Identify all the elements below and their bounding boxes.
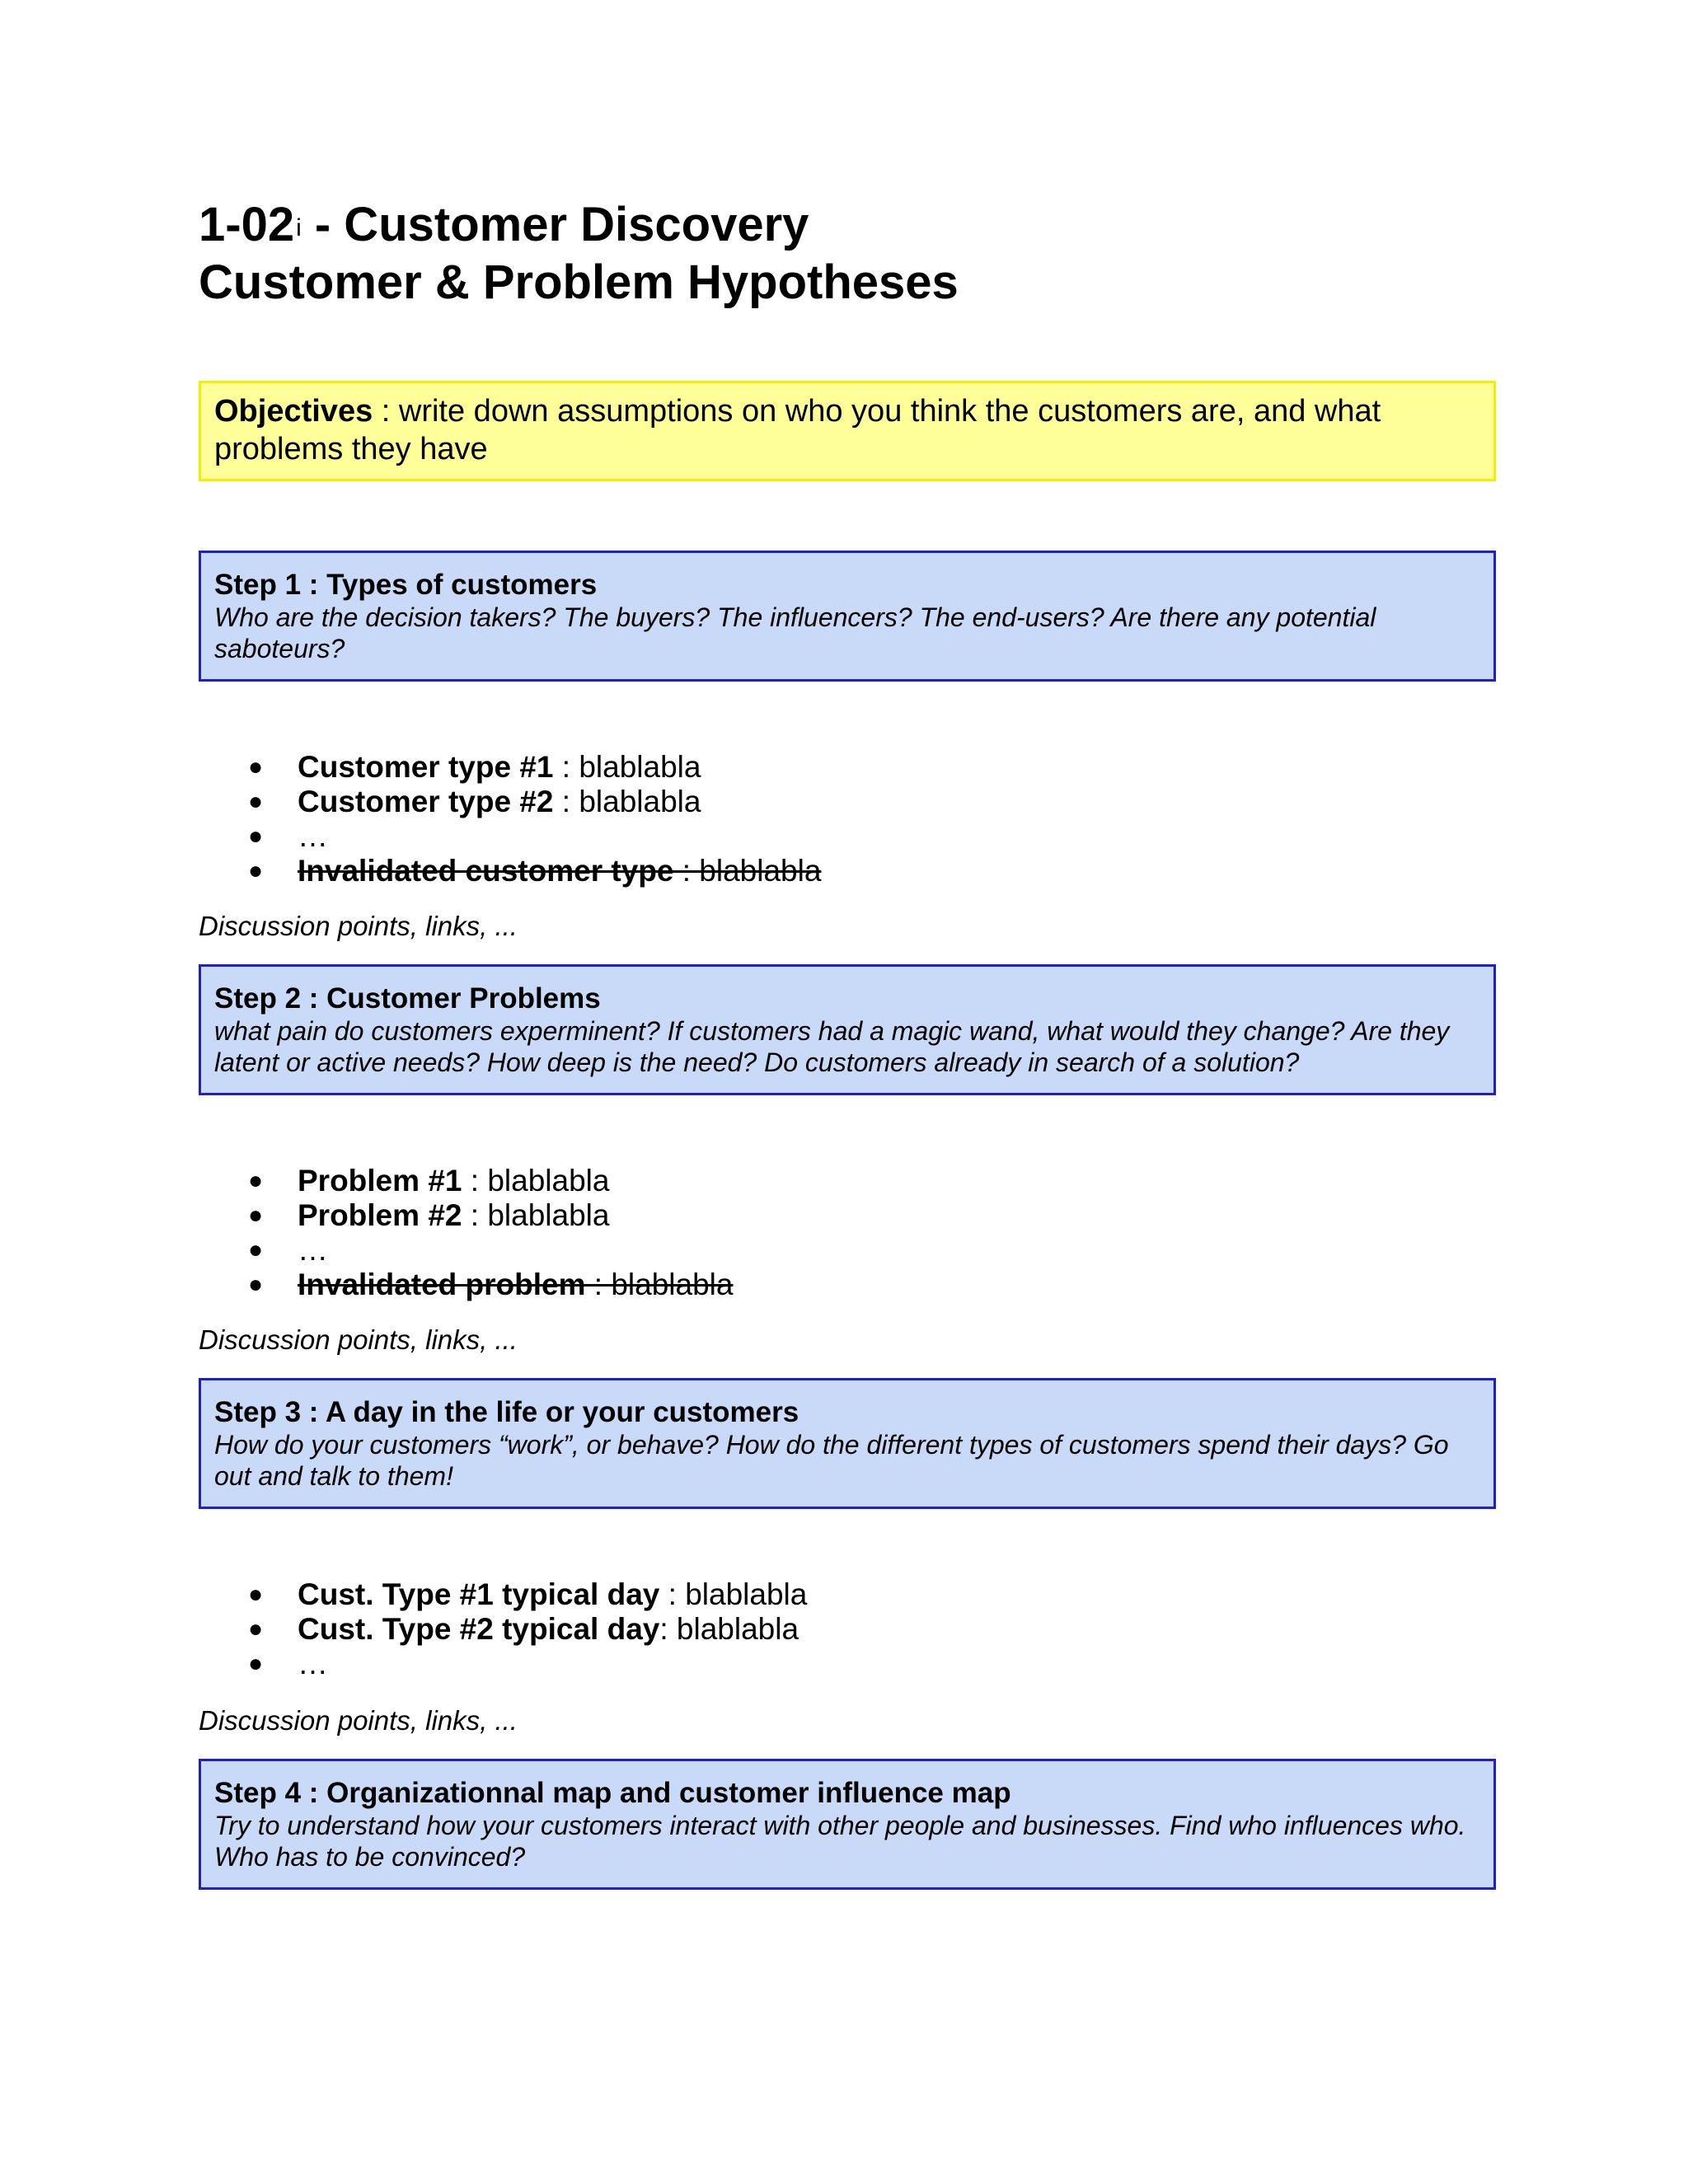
item-bold: Cust. Type #2 typical day [298, 1612, 660, 1646]
step-2-list [199, 1164, 1496, 1302]
step-1-discussion: Discussion points, links, ... [199, 911, 518, 941]
page-title [199, 196, 1496, 312]
item-text: : blablabla [553, 750, 701, 784]
objectives-box [199, 381, 1496, 481]
bullet-icon: ● [248, 823, 264, 850]
list-item [199, 1233, 1496, 1268]
step-3-description: How do your customers “work”, or behave? How do the different types of customers spend their days? Go out and talk to them! [214, 1430, 1449, 1491]
item-text: : blablabla [659, 1577, 808, 1611]
step-4-description: Try to understand how your customers interact with other people and businesses. Find who influences who. Who has to be convinced? [214, 1811, 1466, 1872]
title-prefix: 1-02 [199, 198, 295, 251]
bullet-icon: ● [248, 788, 264, 815]
title-superscript: i [296, 214, 302, 241]
bullet-icon: ● [248, 1271, 264, 1298]
bullet-icon: ● [248, 753, 264, 780]
bullet-icon: ● [248, 1650, 264, 1677]
item-text: … [298, 1647, 328, 1680]
list-item [199, 1164, 1496, 1198]
item-text: : blablabla [659, 1612, 799, 1646]
list-item-invalidated [199, 854, 1496, 888]
bullet-icon: ● [248, 1615, 264, 1643]
bullet-icon: ● [248, 1581, 264, 1608]
item-text: : blablabla [585, 1268, 734, 1301]
bullet-icon: ● [248, 857, 264, 884]
list-item [199, 819, 1496, 854]
title-suffix: - Customer Discovery [301, 198, 809, 251]
step-1-title: Step 1 : Types of customers [214, 569, 598, 601]
step-3-discussion: Discussion points, links, ... [199, 1705, 518, 1736]
bullet-icon: ● [248, 1167, 264, 1194]
step-3-list [199, 1577, 1496, 1681]
item-text: … [298, 819, 328, 853]
item-text: : blablabla [462, 1198, 610, 1232]
step-2-description: what pain do customers experminent? If customers had a magic wand, what would they change? Are they latent or active needs? How deep is the need? Do customers already in search of a solution? [214, 1016, 1450, 1077]
list-item [199, 785, 1496, 819]
list-item [199, 1577, 1496, 1612]
step-2-box [199, 964, 1496, 1095]
title-line-2: Customer & Problem Hypotheses [199, 255, 959, 309]
item-bold: Customer type #1 [298, 750, 554, 784]
item-bold: Customer type #2 [298, 785, 554, 818]
step-3-box [199, 1378, 1496, 1509]
item-bold: Problem #1 [298, 1164, 462, 1197]
item-text: … [298, 1233, 328, 1267]
bullet-icon: ● [248, 1202, 264, 1229]
item-text: : blablabla [673, 854, 822, 888]
item-text: : blablabla [462, 1164, 610, 1197]
item-bold: Problem #2 [298, 1198, 462, 1232]
item-text: : blablabla [553, 785, 701, 818]
step-2-title: Step 2 : Customer Problems [214, 982, 601, 1015]
list-item-invalidated [199, 1268, 1496, 1302]
step-1-box [199, 551, 1496, 682]
step-4-box [199, 1759, 1496, 1890]
item-bold: Cust. Type #1 typical day [298, 1577, 660, 1611]
list-item [199, 1647, 1496, 1681]
objectives-label: Objectives [214, 394, 373, 429]
step-3-title: Step 3 : A day in the life or your customers [214, 1396, 799, 1428]
list-item [199, 750, 1496, 785]
objectives-text: : write down assumptions on who you think the customers are, and what problems they have [214, 394, 1381, 466]
list-item [199, 1198, 1496, 1233]
document-page [199, 196, 1496, 1890]
item-bold: Invalidated problem [298, 1268, 586, 1301]
list-item [199, 1612, 1496, 1647]
bullet-icon: ● [248, 1236, 264, 1263]
step-1-list [199, 750, 1496, 888]
item-bold: Invalidated customer type [298, 854, 674, 888]
step-4-title: Step 4 : Organizationnal map and customer influence map [214, 1777, 1011, 1809]
step-1-description: Who are the decision takers? The buyers? The influencers? The end-users? Are there any potential saboteurs? [214, 602, 1376, 663]
step-2-discussion: Discussion points, links, ... [199, 1324, 518, 1355]
